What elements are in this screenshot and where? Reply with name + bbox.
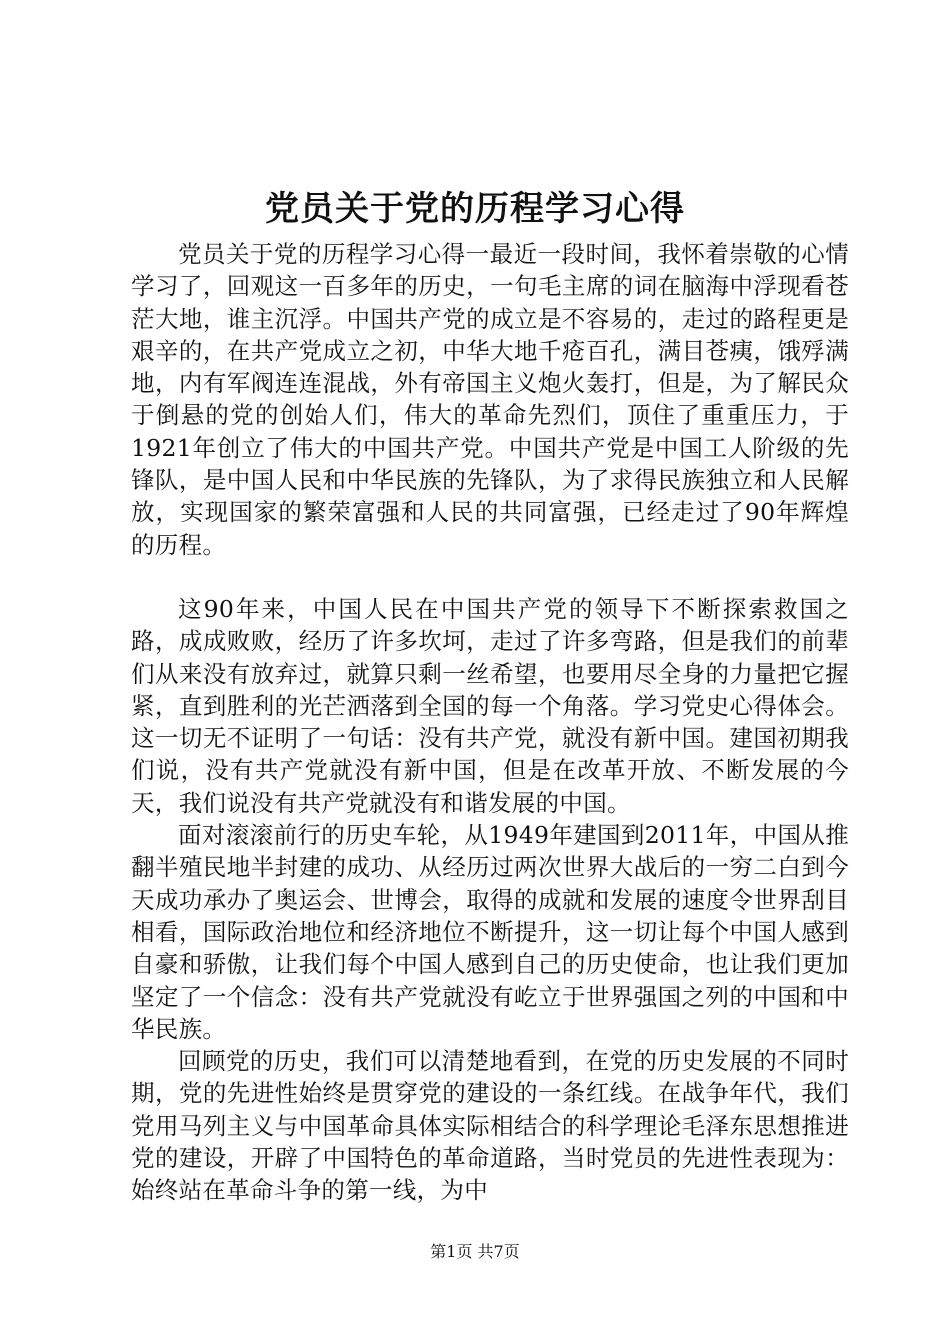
page-indicator: 第1页 共7页 [430, 1242, 520, 1261]
paragraph-4: 回顾党的历史，我们可以清楚地看到，在党的历史发展的不同时期，党的先进性始终是贯穿党的建设的一条红线。在战争年代，我们党用马列主义与中国革命具体实际相结合的科学理论毛泽东思想推进党的建设，开辟了中国特色的革命道路，当时党员的先进性表现为：始终站在革命斗争的第一线，为中 [131, 1047, 849, 1205]
document-title: 党员关于党的历程学习心得 [265, 189, 685, 229]
paragraph-3: 面对滚滚前行的历史车轮，从1949年建国到2011年，中国从推翻半殖民地半封建的成功、从经历过两次世界大战后的一穷二白到今天成功承办了奥运会、世博会，取得的成就和发展的速度令世界刮目相看，国际政治地位和经济地位不断提升，这一切让每个中国人感到自豪和骄傲，让我们每个中国人感到自己的历史使命，也让我们更加坚定了一个信念：没有共产党就没有屹立于世界强国之列的中国和中华民族。 [131, 821, 849, 1043]
paragraph-1: 党员关于党的历程学习心得一最近一段时间，我怀着崇敬的心情学习了，回观这一百多年的历史，一句毛主席的词在脑海中浮现看苍茫大地，谁主沉浮。中国共产党的成立是不容易的，走过的路程更是艰辛的，在共产党成立之初，中华大地千疮百孔，满目苍痍，饿殍满地，内有军阀连连混战，外有帝国主义炮火轰打，但是，为了解民众于倒悬的党的创始人们，伟大的革命先烈们，顶住了重重压力，于1921年创立了伟大的中国共产党。中国共产党是中国工人阶级的先锋队，是中国人民和中华民族的先锋队，为了求得民族独立和人民解放，实现国家的繁荣富强和人民的共同富强，已经走过了90年辉煌的历程。 [131, 240, 849, 559]
paragraph-2: 这90年来，中国人民在中国共产党的领导下不断探索救国之路，成成败败，经历了许多坎坷，走过了许多弯路，但是我们的前辈们从来没有放弃过，就算只剩一丝希望，也要用尽全身的力量把它握紧，直到胜利的光芒洒落到全国的每一个角落。学习党史心得体会。这一切无不证明了一句话：没有共产党，就没有新中国。建国初期我们说，没有共产党就没有新中国，但是在改革开放、不断发展的今天，我们说没有共产党就没有和谐发展的中国。 [131, 594, 849, 817]
document-body [131, 238, 849, 1207]
